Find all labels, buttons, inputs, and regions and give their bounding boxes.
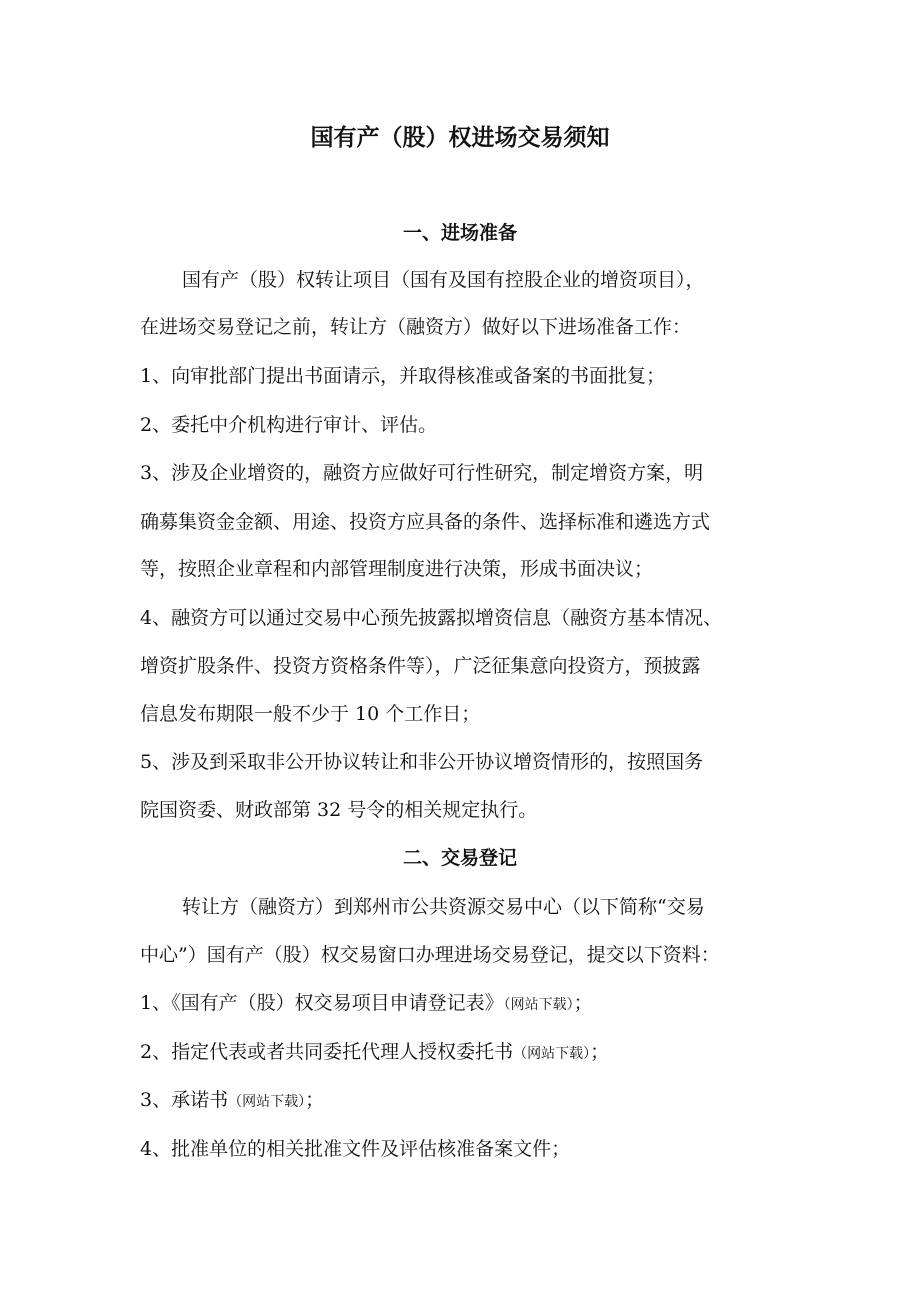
section2-intro-line: 转让方（融资方）到郑州市公共资源交易中心（以下简称“交易	[182, 896, 705, 918]
section1-intro-line: 国有产（股）权转让项目（国有及国有控股企业的增资项目），	[182, 269, 705, 291]
section1-item-3-line: 等，按照企业章程和内部管理制度进行决策，形成书面决议；	[140, 558, 654, 580]
section1-item-1: 1、向审批部门提出书面请示，并取得核准或备案的书面批复；	[140, 365, 666, 387]
section2-item-3	[140, 1085, 324, 1117]
section-heading-registration: 二、交易登记	[402, 847, 517, 869]
download-note: （网站下载）	[228, 1094, 306, 1110]
section2-intro-line: 中心”）国有产（股）权交易窗口办理进场交易登记，提交以下资料：	[140, 944, 720, 966]
section2-item-2	[140, 1037, 609, 1069]
item-terminator: ；	[573, 992, 593, 1014]
section-heading-preparation: 一、进场准备	[402, 222, 517, 244]
download-note: （网站下载）	[503, 997, 574, 1013]
section2-item-3-text: 3、承诺书	[140, 1089, 229, 1111]
download-note: （网站下载）	[513, 1046, 591, 1062]
section1-intro-line: 在进场交易登记之前，转让方（融资方）做好以下进场准备工作：	[140, 316, 692, 338]
item-terminator: ；	[590, 1041, 610, 1063]
section1-item-5-line: 院国资委、财政部第 32 号令的相关规定执行。	[140, 799, 538, 821]
section1-item-3-line: 3、涉及企业增资的，融资方应做好可行性研究，制定增资方案，明	[140, 462, 704, 484]
section2-item-2-text: 2、指定代表或者共同委托代理人授权委托书	[140, 1041, 514, 1063]
section2-item-1	[140, 988, 593, 1020]
section1-item-4-line: 4、融资方可以通过交易中心预先披露拟增资信息（融资方基本情况、	[140, 607, 723, 629]
document-title: 国有产（股）权进场交易须知	[310, 125, 610, 151]
section2-item-4: 4、批准单位的相关批准文件及评估核准备案文件；	[140, 1138, 571, 1160]
section1-item-3-line: 确募集资金金额、用途、投资方应具备的条件、选择标准和遴选方式	[140, 511, 711, 533]
section1-item-4-line: 增资扩股条件、投资方资格条件等），广泛征集意向投资方，预披露	[140, 655, 701, 677]
section1-item-4-line: 信息发布期限一般不少于 10 个工作日；	[140, 703, 481, 725]
section1-item-2: 2、委托中介机构进行审计、评估。	[140, 414, 438, 436]
section1-item-5-line: 5、涉及到采取非公开协议转让和非公开协议增资情形的，按照国务	[140, 751, 704, 773]
section2-item-1-text: 1、《国有产（股）权交易项目申请登记表》	[140, 992, 504, 1014]
item-terminator: ；	[305, 1089, 325, 1111]
